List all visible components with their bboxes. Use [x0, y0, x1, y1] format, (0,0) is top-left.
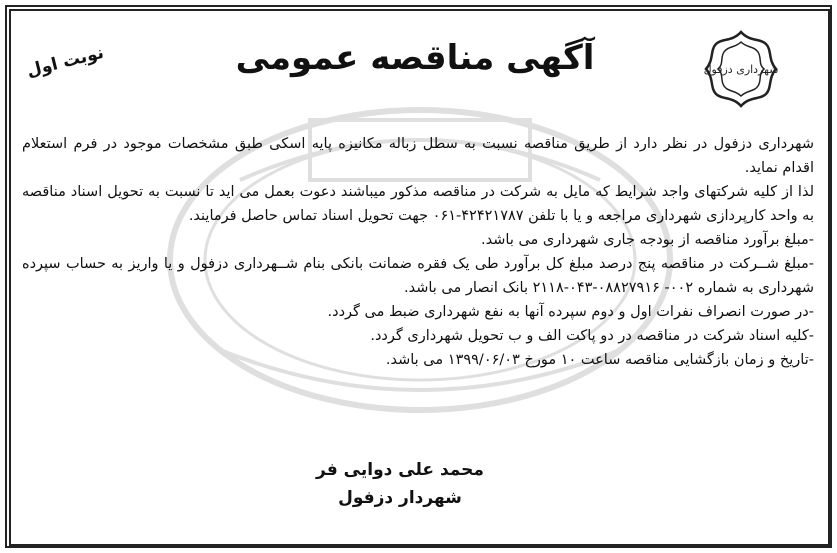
- signature-block: [250, 456, 550, 512]
- paragraph-intro: شهرداری دزفول در نظر دارد از طریق مناقصه نسبت به سطل زباله مکانیزه پایه اسکی طبق مشخصات موجود در فرم استعلام اقدام نماید.: [22, 136, 814, 176]
- announcement-body: [22, 132, 814, 372]
- signatory-name: محمد علی دوایی فر: [316, 460, 484, 480]
- paragraph-invitation: لذا از کلیه شرکتهای واجد شرایط که مایل به شرکت در مناقصه مذکور میباشند دعوت بعمل می اید تا نسبت به تحویل اسناد مناقصه به واحد کارپردازی شهرداری مراجعه و یا با تلفن ۴۲۴۲۱۷۸۷-۰۶۱ جهت تحویل اسناد تماس حاصل فرمایند.: [22, 184, 814, 224]
- paragraph-forfeit: -در صورت انصراف نفرات اول و دوم سپرده آنها به نفع شهرداری ضبط می گردد.: [327, 304, 814, 320]
- municipality-emblem-icon: [700, 28, 782, 110]
- page-title: آگهی مناقصه عمومی: [235, 38, 595, 78]
- paragraph-opening-date: -تاریخ و زمان بازگشایی مناقصه ساعت ۱۰ مورخ ۱۳۹۹/۰۶/۰۳ می باشد.: [385, 352, 814, 368]
- paragraph-budget: -مبلغ برآورد مناقصه از بودجه جاری شهرداری می باشد.: [481, 232, 814, 248]
- round-label: نوبت اول: [24, 42, 106, 82]
- logo-text: شهرداری دزفول: [703, 63, 779, 76]
- paragraph-envelopes: -کلیه اسناد شرکت در مناقصه در دو پاکت الف و ب تحویل شهرداری گردد.: [370, 328, 814, 344]
- paragraph-guarantee: -مبلغ شــرکت در مناقصه پنج درصد مبلغ کل برآورد طی یک فقره ضمانت بانکی بنام شــهرداری دزفول و یا واریز به حساب سپرده شهرداری به شماره ۰۰۲- ۰۸۸۲۷۹۱۶-۰۴۳-۲۱۱۸ بانک انصار می باشد.: [22, 256, 814, 296]
- signatory-position: شهردار دزفول: [338, 488, 462, 508]
